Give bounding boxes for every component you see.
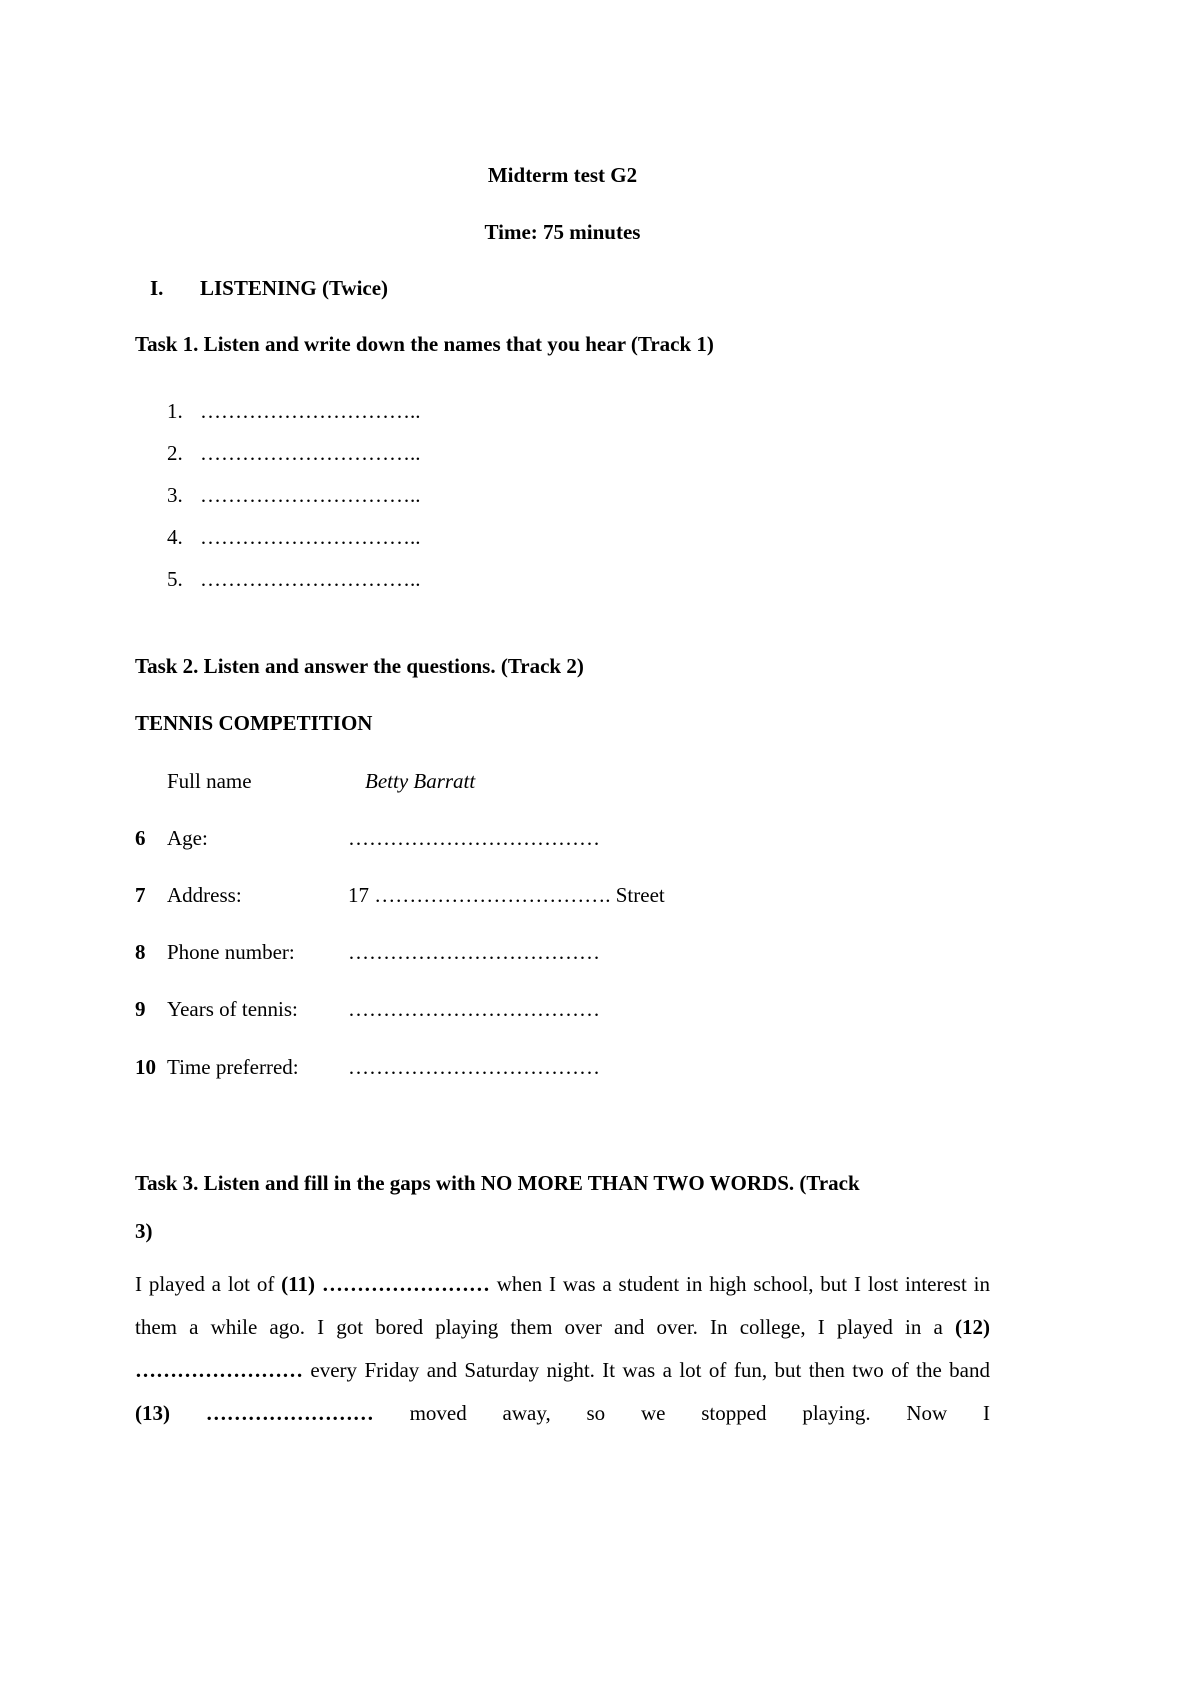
task3-heading-line1: Task 3. Listen and fill in the gaps with NO MORE THAN TWO WORDS. (Track [135, 1170, 860, 1195]
task1-answer-line [167, 474, 990, 516]
task1-heading: Task 1. Listen and write down the names that you hear (Track 1) [135, 332, 714, 357]
row-number: 6 [135, 825, 146, 850]
row-value-blank: 17 ……………………………. Street [348, 883, 665, 908]
form-row-address [135, 883, 990, 907]
answer-blank: ………………………….. [200, 482, 421, 507]
document-time-subtitle: Time: 75 minutes [484, 220, 641, 245]
answer-blank: ………………………….. [200, 440, 421, 465]
form-row-time [135, 1055, 990, 1079]
gap-blank-11: (11) …………………… [281, 1271, 490, 1296]
text-run: I played a lot of [135, 1271, 282, 1296]
tennis-form [135, 769, 990, 1079]
task1-answer-line [167, 516, 990, 558]
row-value-blank: ……………………………… [348, 825, 600, 850]
gap-blank-12: (12) …………………… [135, 1314, 990, 1382]
row-value-blank: ……………………………… [348, 940, 600, 965]
row-value-blank: ……………………………… [348, 1054, 600, 1079]
row-number: 8 [135, 940, 146, 965]
row-number: 7 [135, 883, 146, 908]
row-label: Address: [167, 883, 242, 908]
task1-answer-line [167, 558, 990, 600]
task3-heading-line2: 3) [135, 1218, 153, 1243]
form-row-phone [135, 940, 990, 964]
section-heading-text: LISTENING (Twice) [200, 276, 389, 301]
row-number: 10 [135, 1054, 156, 1079]
row-label: Full name [167, 768, 252, 793]
document-title: Midterm test G2 [487, 163, 638, 187]
text-run: moved away, so we stopped playing. Now I [373, 1400, 990, 1425]
form-row-fullname [135, 769, 990, 793]
tennis-competition-heading: TENNIS COMPETITION [135, 710, 373, 735]
task3-paragraph [135, 1263, 990, 1435]
task1-answer-list [135, 390, 990, 600]
task3-heading [135, 1159, 990, 1255]
answer-blank: ………………………….. [200, 524, 421, 549]
answer-number: 2. [167, 440, 183, 465]
row-label: Age: [167, 825, 208, 850]
text-run: when I was a student in high school, but I lost interest in them a while ago. I got bored playing them over and over. In college, I played in a [135, 1271, 990, 1339]
row-label: Phone number: [167, 940, 295, 965]
row-number [135, 769, 167, 793]
row-value: Betty Barratt [365, 768, 476, 793]
task1-answer-line [167, 432, 990, 474]
form-row-age [135, 826, 990, 850]
task2-heading: Task 2. Listen and answer the questions. (Track 2) [135, 653, 584, 678]
answer-blank: ………………………….. [200, 566, 421, 591]
answer-number: 1. [167, 398, 183, 423]
row-number: 9 [135, 997, 146, 1022]
answer-number: 5. [167, 566, 183, 591]
row-label: Time preferred: [167, 1054, 299, 1079]
form-row-years [135, 997, 990, 1021]
answer-number: 3. [167, 482, 183, 507]
gap-blank-13: (13) …………………… [135, 1400, 374, 1425]
answer-blank: ………………………….. [200, 398, 421, 423]
answer-number: 4. [167, 524, 183, 549]
section-numeral: I. [150, 276, 164, 301]
section-listening-heading [135, 276, 990, 300]
text-run: every Friday and Saturday night. It was a lot of fun, but then two of the band [303, 1357, 990, 1382]
row-label: Years of tennis: [167, 997, 298, 1022]
row-value-blank: ……………………………… [348, 997, 600, 1022]
task1-answer-line [167, 390, 990, 432]
